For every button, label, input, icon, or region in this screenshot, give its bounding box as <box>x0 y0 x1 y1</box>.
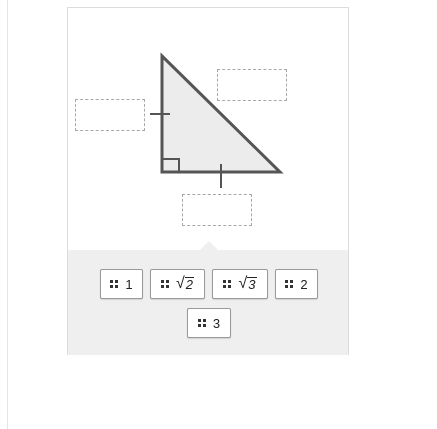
drop-zone-left-leg[interactable] <box>75 99 145 131</box>
tray-pointer <box>200 241 218 250</box>
tile-label: 2 <box>185 277 193 292</box>
square-root-expression <box>176 276 194 292</box>
radical-sign-icon: √ <box>238 275 248 292</box>
answer-tile-tray <box>68 250 348 355</box>
tile-label: 3 <box>248 277 256 292</box>
answer-tile-2[interactable] <box>275 269 318 299</box>
drag-handle-icon <box>285 280 293 288</box>
drag-handle-icon <box>161 280 169 288</box>
drag-drop-widget <box>67 7 349 355</box>
drop-zone-hypotenuse[interactable] <box>217 69 287 101</box>
tile-label: 1 <box>125 276 133 292</box>
tile-label: 3 <box>212 315 221 331</box>
drag-handle-icon <box>198 319 206 327</box>
drag-handle-icon <box>110 280 118 288</box>
page-left-rule <box>7 0 8 429</box>
radical-sign-icon: √ <box>175 275 185 292</box>
answer-tile-sqrt-3[interactable] <box>212 269 268 299</box>
answer-tile-3[interactable] <box>187 308 231 338</box>
drag-handle-icon <box>223 280 231 288</box>
square-root-expression <box>238 276 256 292</box>
answer-tile-1[interactable] <box>100 269 143 299</box>
tile-label: 2 <box>300 276 308 292</box>
answer-tile-sqrt-2[interactable] <box>150 269 205 299</box>
drop-zone-bottom-leg[interactable] <box>182 194 252 226</box>
